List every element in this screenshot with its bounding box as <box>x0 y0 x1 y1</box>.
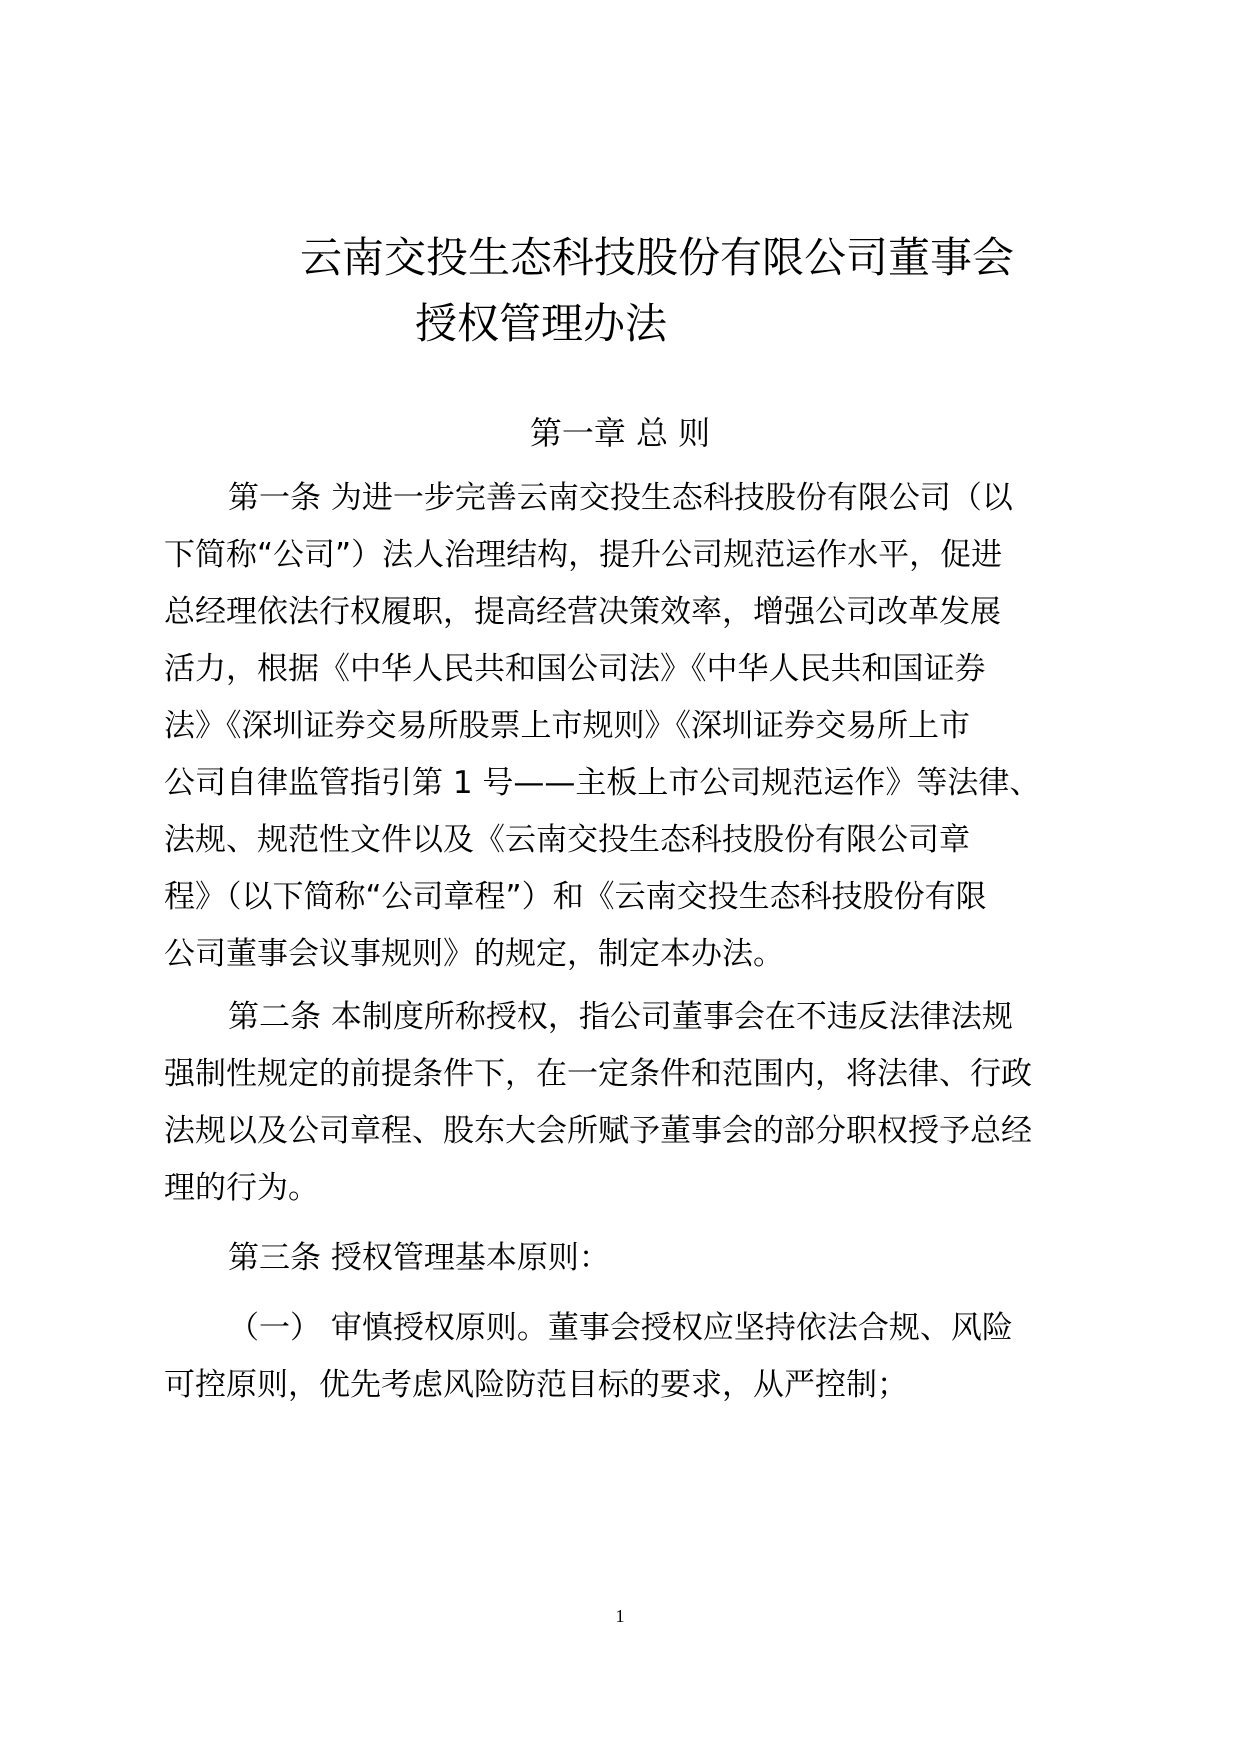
principle-1-line: （一） 审慎授权原则。董事会授权应坚持依法合规、风险 <box>228 1310 1013 1346</box>
article-1-line: 程》（以下简称“公司章程”）和《云南交投生态科技股份有限 <box>164 879 987 915</box>
article-1-line: 总经理依法行权履职，提高经营决策效率，增强公司改革发展 <box>164 594 1001 630</box>
document-title-line-1: 云南交投生态科技股份有限公司董事会 <box>300 233 1015 282</box>
principle-1-line: 可控原则，优先考虑风险防范目标的要求，从严控制； <box>164 1367 908 1403</box>
article-2-line: 强制性规定的前提条件下，在一定条件和范围内，将法律、行政 <box>164 1056 1032 1092</box>
document-title-line-2: 授权管理办法 <box>415 299 668 348</box>
article-1-line: 法》《深圳证券交易所股票上市规则》《深圳证券交易所上市 <box>164 708 970 744</box>
article-2-line: 理的行为。 <box>164 1170 319 1206</box>
article-1-line: 公司自律监管指引第 1 号——主板上市公司规范运作》等法律、 <box>164 765 1041 801</box>
article-1-line: 第一条 为进一步完善云南交投生态科技股份有限公司（以 <box>228 480 1013 516</box>
chapter-heading: 第一章 总 则 <box>529 414 711 452</box>
article-1-line: 公司董事会议事规则》的规定，制定本办法。 <box>164 936 784 972</box>
article-2-line: 第二条 本制度所称授权，指公司董事会在不违反法律法规 <box>228 999 1013 1035</box>
article-1-line: 下简称“公司”）法人治理结构，提升公司规范运作水平，促进 <box>164 537 1003 573</box>
article-3-line: 第三条 授权管理基本原则： <box>228 1240 610 1276</box>
page-number: 1 <box>615 1606 625 1626</box>
article-1-line: 法规、规范性文件以及《云南交投生态科技股份有限公司章 <box>164 822 970 858</box>
article-2-line: 法规以及公司章程、股东大会所赋予董事会的部分职权授予总经 <box>164 1113 1032 1149</box>
article-1-line: 活力，根据《中华人民共和国公司法》《中华人民共和国证券 <box>164 651 986 687</box>
